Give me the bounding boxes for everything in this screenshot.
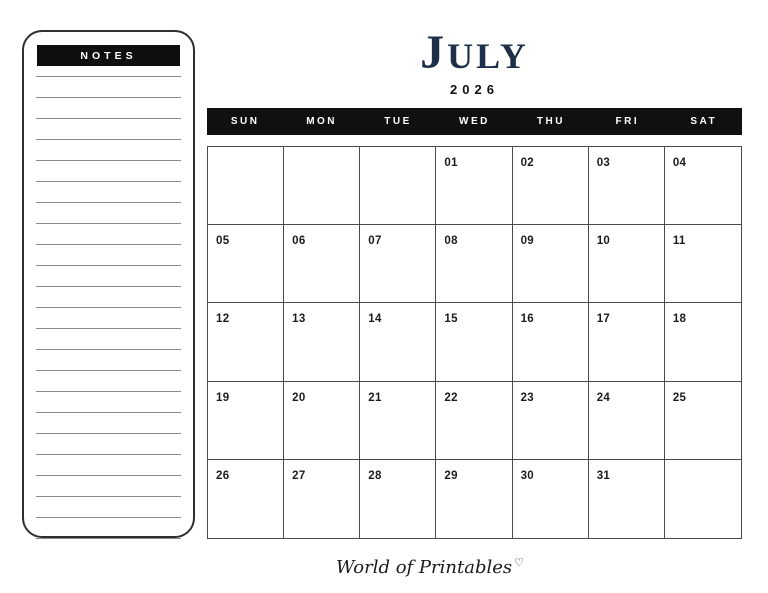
calendar-cell	[665, 382, 741, 460]
calendar-cell	[589, 225, 665, 303]
date-number: 16	[520, 313, 534, 326]
calendar-cell	[360, 225, 436, 303]
calendar-cell	[436, 147, 512, 225]
heart-icon: ♡	[514, 556, 525, 569]
date-number: 05	[216, 235, 230, 248]
date-number: 31	[596, 469, 611, 482]
calendar-cell	[665, 147, 741, 225]
note-line	[36, 182, 181, 203]
calendar-cell	[513, 225, 589, 303]
date-number: 02	[520, 157, 534, 169]
calendar-cell	[665, 460, 741, 538]
calendar-cell	[436, 225, 512, 303]
date-number: 26	[216, 469, 230, 482]
calendar-cell	[589, 382, 665, 460]
date-number: 10	[596, 235, 611, 248]
month-title: JULY	[420, 26, 529, 79]
date-number: 11	[672, 235, 686, 248]
calendar-cell	[360, 147, 436, 225]
brand-text: World of Printables	[335, 557, 513, 578]
calendar-cell	[284, 225, 360, 303]
note-line	[36, 266, 181, 287]
calendar-cell	[436, 460, 512, 538]
date-number: 19	[216, 391, 230, 404]
date-number: 22	[444, 391, 458, 404]
date-number: 03	[596, 157, 611, 169]
note-line	[36, 413, 181, 434]
calendar-cell	[436, 303, 512, 381]
date-number: 07	[368, 235, 382, 248]
note-line	[36, 77, 181, 98]
brand-logo	[336, 556, 524, 578]
calendar-cell	[284, 147, 360, 225]
date-number: 27	[292, 469, 306, 482]
note-line	[36, 203, 181, 224]
date-number: 12	[216, 313, 230, 326]
calendar-cell	[513, 303, 589, 381]
note-line	[36, 455, 181, 476]
date-number: 23	[520, 391, 534, 404]
date-number: 15	[444, 313, 458, 326]
note-line	[36, 66, 181, 77]
note-line	[36, 476, 181, 497]
date-number: 24	[596, 391, 611, 404]
day-header-tue: TUE	[384, 116, 412, 127]
note-line	[36, 392, 181, 413]
date-number: 28	[368, 469, 382, 482]
calendar-cell	[208, 225, 284, 303]
date-number: 13	[292, 313, 306, 326]
date-number: 01	[444, 157, 458, 169]
calendar-cell	[284, 303, 360, 381]
notes-header: NOTES	[37, 45, 180, 66]
calendar-cell	[360, 460, 436, 538]
year-subtitle: 2026	[450, 82, 499, 97]
notes-lines	[36, 66, 181, 539]
notes-panel	[22, 30, 195, 538]
note-line	[36, 119, 181, 140]
calendar-cell	[208, 460, 284, 538]
date-number: 18	[672, 313, 687, 326]
day-header-row	[207, 108, 742, 135]
calendar-cell	[284, 460, 360, 538]
calendar-cell	[589, 147, 665, 225]
calendar-cell	[589, 303, 665, 381]
calendar-cell	[513, 382, 589, 460]
calendar-cell	[208, 147, 284, 225]
date-number: 06	[292, 235, 306, 248]
note-line	[36, 245, 181, 266]
day-header-fri: FRI	[615, 116, 640, 127]
note-line	[36, 224, 181, 245]
day-header-sat: SAT	[690, 116, 718, 127]
note-line	[36, 329, 181, 350]
note-line	[36, 140, 181, 161]
note-line	[36, 350, 181, 371]
date-number: 17	[596, 313, 611, 326]
calendar-cell	[360, 303, 436, 381]
day-header-mon: MON	[306, 116, 338, 127]
date-grid	[207, 146, 742, 539]
note-line	[36, 518, 181, 539]
calendar-cell	[208, 303, 284, 381]
note-line	[36, 161, 181, 182]
calendar-cell	[436, 382, 512, 460]
calendar-cell	[360, 382, 436, 460]
date-number: 09	[520, 235, 534, 248]
date-number: 14	[368, 313, 382, 326]
note-line	[36, 434, 181, 455]
calendar-cell	[513, 147, 589, 225]
date-number: 04	[672, 157, 687, 169]
calendar-cell	[208, 382, 284, 460]
note-line	[36, 371, 181, 392]
calendar-cell	[513, 460, 589, 538]
note-line	[36, 308, 181, 329]
calendar-cell	[284, 382, 360, 460]
day-header-sun: SUN	[230, 116, 260, 127]
date-number: 08	[444, 235, 458, 248]
calendar-cell	[589, 460, 665, 538]
calendar-cell	[665, 225, 741, 303]
date-number: 21	[368, 391, 382, 404]
note-line	[36, 287, 181, 308]
note-line	[36, 98, 181, 119]
date-number: 29	[444, 469, 458, 482]
date-number: 30	[520, 469, 534, 482]
date-number: 20	[292, 391, 306, 404]
calendar-cell	[665, 303, 741, 381]
day-header-wed: WED	[459, 116, 490, 127]
date-number: 25	[672, 391, 687, 404]
note-line	[36, 497, 181, 518]
day-header-thu: THU	[536, 116, 565, 127]
